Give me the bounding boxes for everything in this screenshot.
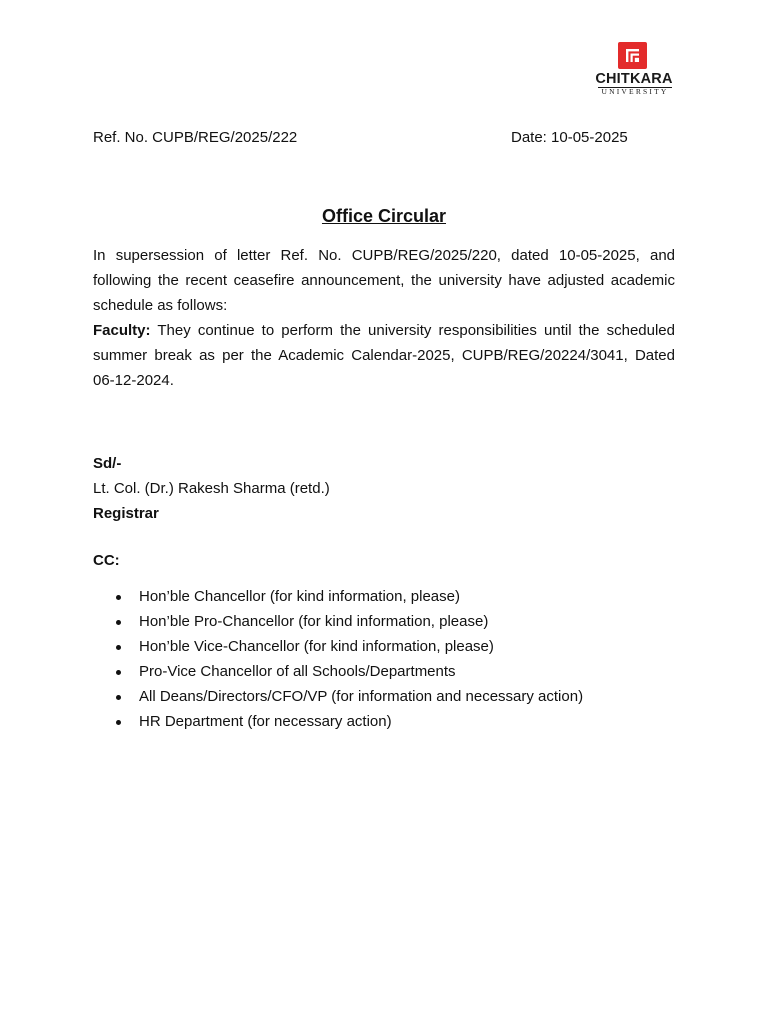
bullet-icon: [116, 670, 121, 675]
logo-mark-icon: [618, 42, 647, 69]
cc-list-item: [112, 709, 583, 734]
logo-wordmark: CHITKARA: [595, 71, 673, 87]
faculty-text: They continue to perform the university responsibilities until the scheduled summer break as per the Academic Calendar-2025, CUPB/REG/20224/3041, Dated 06-12-2024.: [93, 322, 675, 389]
bullet-icon: [116, 645, 121, 650]
faculty-label: Faculty:: [93, 322, 151, 339]
cc-item-text: Hon’ble Pro-Chancellor (for kind information, please): [139, 613, 489, 630]
cc-list-item: [112, 684, 583, 709]
cc-list: [112, 584, 583, 734]
circular-date: Date: 10-05-2025: [511, 129, 628, 146]
reference-number: Ref. No. CUPB/REG/2025/222: [93, 129, 298, 146]
signature-block: [93, 451, 330, 526]
faculty-paragraph: [93, 318, 675, 393]
circular-body: [93, 243, 675, 393]
signatory-designation: Registrar: [93, 505, 159, 522]
cc-item-text: Hon’ble Vice-Chancellor (for kind information, please): [139, 638, 494, 655]
signature-sd: Sd/-: [93, 455, 122, 472]
cc-list-item: [112, 634, 583, 659]
bullet-icon: [116, 695, 121, 700]
bullet-icon: [116, 620, 121, 625]
bullet-icon: [116, 595, 121, 600]
cc-list-item: [112, 659, 583, 684]
cc-label: CC:: [93, 552, 120, 569]
cc-list-item: [112, 584, 583, 609]
university-logo: [593, 42, 675, 98]
cc-item-text: Pro-Vice Chancellor of all Schools/Departments: [139, 663, 456, 680]
page-title: Office Circular: [321, 206, 447, 226]
logo-subtitle: UNIVERSITY: [598, 87, 672, 96]
signatory-name: Lt. Col. (Dr.) Rakesh Sharma (retd.): [93, 480, 330, 497]
bullet-icon: [116, 720, 121, 725]
cc-item-text: All Deans/Directors/CFO/VP (for information and necessary action): [139, 688, 584, 705]
body-paragraph: In supersession of letter Ref. No. CUPB/REG/2025/220, dated 10-05-2025, and following the recent ceasefire announcement, the university have adjusted academic schedule as follows:: [93, 247, 675, 314]
cc-item-text: HR Department (for necessary action): [139, 713, 392, 730]
cc-item-text: Hon’ble Chancellor (for kind information, please): [139, 588, 460, 605]
cc-list-item: [112, 609, 583, 634]
